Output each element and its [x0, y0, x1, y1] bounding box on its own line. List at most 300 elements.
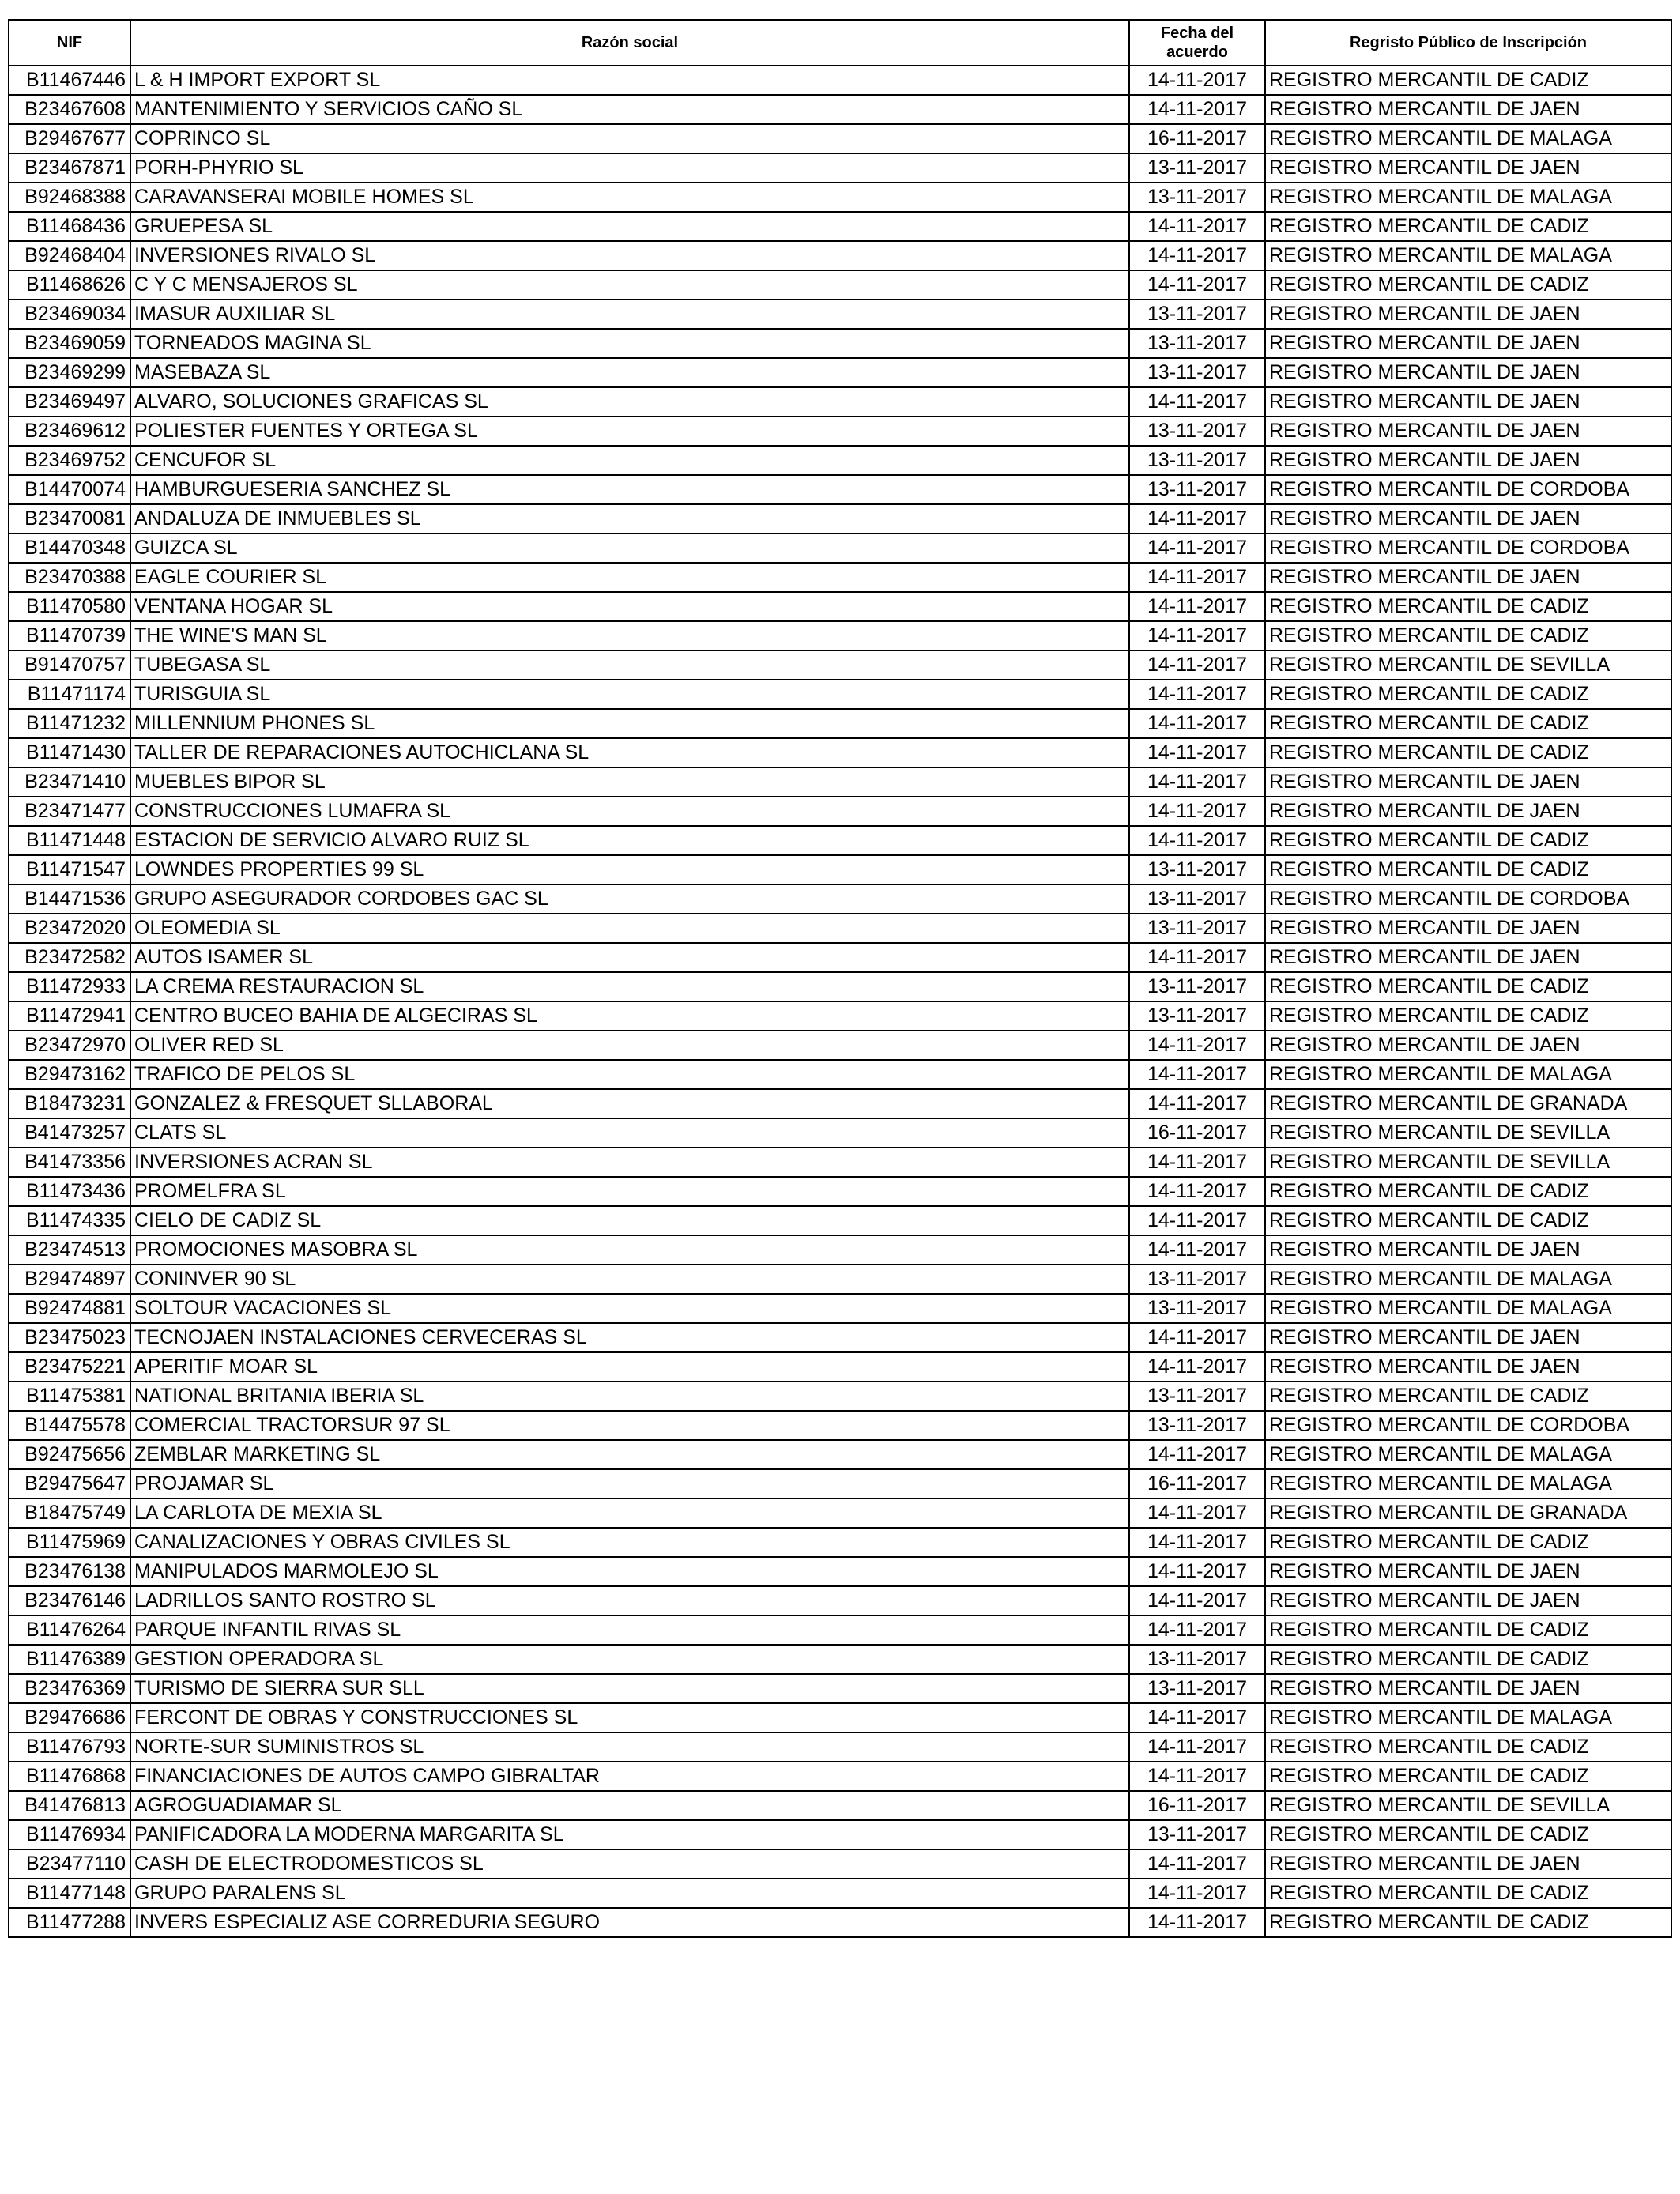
table-row	[9, 1645, 1671, 1674]
cell-fecha: 14-11-2017	[1129, 709, 1265, 738]
cell-nif: B14470348	[9, 533, 130, 563]
cell-fecha: 14-11-2017	[1129, 563, 1265, 592]
cell-razon-social: FERCONT DE OBRAS Y CONSTRUCCIONES SL	[130, 1703, 1129, 1732]
cell-nif: B23471477	[9, 797, 130, 826]
cell-fecha: 14-11-2017	[1129, 1615, 1265, 1645]
cell-razon-social: LADRILLOS SANTO ROSTRO SL	[130, 1586, 1129, 1615]
cell-nif: B11477148	[9, 1879, 130, 1908]
table-row	[9, 241, 1671, 270]
cell-registro: REGISTRO MERCANTIL DE CADIZ	[1265, 66, 1671, 95]
cell-razon-social: MASEBAZA SL	[130, 358, 1129, 387]
table-row	[9, 592, 1671, 621]
cell-razon-social: L & H IMPORT EXPORT SL	[130, 66, 1129, 95]
table-row	[9, 563, 1671, 592]
table-row	[9, 1586, 1671, 1615]
table-row	[9, 270, 1671, 300]
cell-nif: B11472933	[9, 972, 130, 1001]
cell-registro: REGISTRO MERCANTIL DE JAEN	[1265, 300, 1671, 329]
cell-nif: B23476138	[9, 1557, 130, 1586]
cell-razon-social: TALLER DE REPARACIONES AUTOCHICLANA SL	[130, 738, 1129, 767]
cell-registro: REGISTRO MERCANTIL DE CADIZ	[1265, 1615, 1671, 1645]
cell-fecha: 14-11-2017	[1129, 1206, 1265, 1235]
cell-nif: B23471410	[9, 767, 130, 797]
cell-razon-social: ESTACION DE SERVICIO ALVARO RUIZ SL	[130, 826, 1129, 855]
table-row	[9, 621, 1671, 650]
cell-registro: REGISTRO MERCANTIL DE JAEN	[1265, 1352, 1671, 1382]
cell-nif: B23469497	[9, 387, 130, 417]
cell-razon-social: GESTION OPERADORA SL	[130, 1645, 1129, 1674]
cell-fecha: 14-11-2017	[1129, 1148, 1265, 1177]
cell-registro: REGISTRO MERCANTIL DE CADIZ	[1265, 972, 1671, 1001]
cell-nif: B23472020	[9, 914, 130, 943]
cell-registro: REGISTRO MERCANTIL DE CADIZ	[1265, 1879, 1671, 1908]
cell-registro: REGISTRO MERCANTIL DE JAEN	[1265, 1031, 1671, 1060]
cell-nif: B11470739	[9, 621, 130, 650]
cell-nif: B23469612	[9, 417, 130, 446]
cell-fecha: 14-11-2017	[1129, 797, 1265, 826]
cell-fecha: 14-11-2017	[1129, 241, 1265, 270]
cell-razon-social: MUEBLES BIPOR SL	[130, 767, 1129, 797]
cell-registro: REGISTRO MERCANTIL DE JAEN	[1265, 797, 1671, 826]
cell-fecha: 13-11-2017	[1129, 153, 1265, 183]
cell-fecha: 13-11-2017	[1129, 884, 1265, 914]
table-row	[9, 153, 1671, 183]
cell-razon-social: TRAFICO DE PELOS SL	[130, 1060, 1129, 1089]
table-row	[9, 329, 1671, 358]
cell-registro: REGISTRO MERCANTIL DE MALAGA	[1265, 1060, 1671, 1089]
cell-fecha: 13-11-2017	[1129, 914, 1265, 943]
cell-razon-social: COMERCIAL TRACTORSUR 97 SL	[130, 1411, 1129, 1440]
cell-registro: REGISTRO MERCANTIL DE CADIZ	[1265, 1908, 1671, 1937]
cell-razon-social: C Y C MENSAJEROS SL	[130, 270, 1129, 300]
header-fecha-acuerdo: Fecha del acuerdo	[1129, 20, 1265, 66]
cell-razon-social: PROMELFRA SL	[130, 1177, 1129, 1206]
cell-razon-social: NORTE-SUR SUMINISTROS SL	[130, 1732, 1129, 1762]
table-row	[9, 1352, 1671, 1382]
cell-razon-social: VENTANA HOGAR SL	[130, 592, 1129, 621]
cell-nif: B29476686	[9, 1703, 130, 1732]
header-registro: Regristo Público de Inscripción	[1265, 20, 1671, 66]
header-row	[9, 20, 1671, 66]
cell-razon-social: IMASUR AUXILIAR SL	[130, 300, 1129, 329]
cell-razon-social: MANIPULADOS MARMOLEJO SL	[130, 1557, 1129, 1586]
cell-nif: B23472970	[9, 1031, 130, 1060]
cell-registro: REGISTRO MERCANTIL DE CADIZ	[1265, 1732, 1671, 1762]
cell-registro: REGISTRO MERCANTIL DE JAEN	[1265, 153, 1671, 183]
cell-nif: B11473436	[9, 1177, 130, 1206]
cell-razon-social: CASH DE ELECTRODOMESTICOS SL	[130, 1849, 1129, 1879]
cell-fecha: 14-11-2017	[1129, 767, 1265, 797]
header-razon-social: Razón social	[130, 20, 1129, 66]
cell-razon-social: PARQUE INFANTIL RIVAS SL	[130, 1615, 1129, 1645]
cell-nif: B29475647	[9, 1469, 130, 1498]
table-row	[9, 1615, 1671, 1645]
cell-fecha: 14-11-2017	[1129, 1762, 1265, 1791]
table-row	[9, 1528, 1671, 1557]
table-row	[9, 1791, 1671, 1820]
cell-registro: REGISTRO MERCANTIL DE CORDOBA	[1265, 533, 1671, 563]
cell-fecha: 14-11-2017	[1129, 1323, 1265, 1352]
table-row	[9, 1294, 1671, 1323]
cell-razon-social: CLATS SL	[130, 1118, 1129, 1148]
cell-fecha: 14-11-2017	[1129, 650, 1265, 680]
cell-razon-social: TUBEGASA SL	[130, 650, 1129, 680]
table-row	[9, 1148, 1671, 1177]
cell-razon-social: TURISGUIA SL	[130, 680, 1129, 709]
cell-razon-social: LA CREMA RESTAURACION SL	[130, 972, 1129, 1001]
table-row	[9, 767, 1671, 797]
cell-registro: REGISTRO MERCANTIL DE CADIZ	[1265, 855, 1671, 884]
cell-razon-social: ZEMBLAR MARKETING SL	[130, 1440, 1129, 1469]
cell-registro: REGISTRO MERCANTIL DE MALAGA	[1265, 1294, 1671, 1323]
cell-nif: B41473257	[9, 1118, 130, 1148]
cell-nif: B11471448	[9, 826, 130, 855]
cell-registro: REGISTRO MERCANTIL DE MALAGA	[1265, 1265, 1671, 1294]
cell-fecha: 13-11-2017	[1129, 358, 1265, 387]
cell-nif: B23476146	[9, 1586, 130, 1615]
cell-razon-social: PORH-PHYRIO SL	[130, 153, 1129, 183]
registry-table	[8, 19, 1672, 1938]
table-row	[9, 738, 1671, 767]
cell-registro: REGISTRO MERCANTIL DE CADIZ	[1265, 1762, 1671, 1791]
header-nif: NIF	[9, 20, 130, 66]
cell-fecha: 14-11-2017	[1129, 387, 1265, 417]
cell-registro: REGISTRO MERCANTIL DE JAEN	[1265, 446, 1671, 475]
cell-fecha: 14-11-2017	[1129, 680, 1265, 709]
cell-nif: B41476813	[9, 1791, 130, 1820]
cell-nif: B91470757	[9, 650, 130, 680]
cell-registro: REGISTRO MERCANTIL DE MALAGA	[1265, 1703, 1671, 1732]
cell-nif: B11474335	[9, 1206, 130, 1235]
table-row	[9, 212, 1671, 241]
table-header	[9, 20, 1671, 66]
cell-registro: REGISTRO MERCANTIL DE CADIZ	[1265, 270, 1671, 300]
cell-razon-social: AUTOS ISAMER SL	[130, 943, 1129, 972]
cell-razon-social: HAMBURGUESERIA SANCHEZ SL	[130, 475, 1129, 504]
table-row	[9, 1849, 1671, 1879]
cell-fecha: 13-11-2017	[1129, 300, 1265, 329]
cell-fecha: 14-11-2017	[1129, 1879, 1265, 1908]
cell-razon-social: PANIFICADORA LA MODERNA MARGARITA SL	[130, 1820, 1129, 1849]
cell-fecha: 14-11-2017	[1129, 1177, 1265, 1206]
cell-fecha: 14-11-2017	[1129, 1498, 1265, 1528]
cell-razon-social: TURISMO DE SIERRA SUR SLL	[130, 1674, 1129, 1703]
table-row	[9, 1031, 1671, 1060]
table-row	[9, 1323, 1671, 1352]
cell-registro: REGISTRO MERCANTIL DE SEVILLA	[1265, 1791, 1671, 1820]
cell-registro: REGISTRO MERCANTIL DE CADIZ	[1265, 1382, 1671, 1411]
cell-registro: REGISTRO MERCANTIL DE JAEN	[1265, 1849, 1671, 1879]
table-row	[9, 797, 1671, 826]
cell-nif: B23469752	[9, 446, 130, 475]
cell-razon-social: LA CARLOTA DE MEXIA SL	[130, 1498, 1129, 1528]
table-row	[9, 417, 1671, 446]
table-row	[9, 1235, 1671, 1265]
cell-nif: B11468436	[9, 212, 130, 241]
cell-fecha: 13-11-2017	[1129, 475, 1265, 504]
cell-fecha: 13-11-2017	[1129, 1001, 1265, 1031]
cell-razon-social: LOWNDES PROPERTIES 99 SL	[130, 855, 1129, 884]
cell-razon-social: MANTENIMIENTO Y SERVICIOS CAÑO SL	[130, 95, 1129, 124]
cell-registro: REGISTRO MERCANTIL DE CORDOBA	[1265, 884, 1671, 914]
table-row	[9, 709, 1671, 738]
cell-razon-social: CENTRO BUCEO BAHIA DE ALGECIRAS SL	[130, 1001, 1129, 1031]
cell-razon-social: SOLTOUR VACACIONES SL	[130, 1294, 1129, 1323]
cell-nif: B29474897	[9, 1265, 130, 1294]
cell-registro: REGISTRO MERCANTIL DE CADIZ	[1265, 1001, 1671, 1031]
cell-razon-social: CONSTRUCCIONES LUMAFRA SL	[130, 797, 1129, 826]
cell-registro: REGISTRO MERCANTIL DE CADIZ	[1265, 621, 1671, 650]
cell-fecha: 13-11-2017	[1129, 1820, 1265, 1849]
table-row	[9, 943, 1671, 972]
cell-razon-social: MILLENNIUM PHONES SL	[130, 709, 1129, 738]
cell-nif: B29467677	[9, 124, 130, 153]
cell-registro: REGISTRO MERCANTIL DE JAEN	[1265, 1557, 1671, 1586]
cell-registro: REGISTRO MERCANTIL DE JAEN	[1265, 95, 1671, 124]
table-row	[9, 1908, 1671, 1937]
cell-nif: B11475969	[9, 1528, 130, 1557]
cell-razon-social: FINANCIACIONES DE AUTOS CAMPO GIBRALTAR	[130, 1762, 1129, 1791]
cell-nif: B23469059	[9, 329, 130, 358]
cell-razon-social: CIELO DE CADIZ SL	[130, 1206, 1129, 1235]
cell-nif: B11475381	[9, 1382, 130, 1411]
cell-nif: B23475023	[9, 1323, 130, 1352]
cell-nif: B23472582	[9, 943, 130, 972]
cell-nif: B11476793	[9, 1732, 130, 1762]
cell-nif: B11477288	[9, 1908, 130, 1937]
cell-fecha: 13-11-2017	[1129, 1674, 1265, 1703]
cell-fecha: 13-11-2017	[1129, 1645, 1265, 1674]
table-row	[9, 446, 1671, 475]
cell-nif: B92475656	[9, 1440, 130, 1469]
table-row	[9, 1469, 1671, 1498]
table-row	[9, 1879, 1671, 1908]
cell-fecha: 14-11-2017	[1129, 943, 1265, 972]
table-row	[9, 914, 1671, 943]
cell-fecha: 14-11-2017	[1129, 1235, 1265, 1265]
cell-registro: REGISTRO MERCANTIL DE CADIZ	[1265, 592, 1671, 621]
cell-razon-social: NATIONAL BRITANIA IBERIA SL	[130, 1382, 1129, 1411]
cell-fecha: 14-11-2017	[1129, 270, 1265, 300]
table-row	[9, 300, 1671, 329]
cell-nif: B29473162	[9, 1060, 130, 1089]
cell-razon-social: GONZALEZ & FRESQUET SLLABORAL	[130, 1089, 1129, 1118]
cell-fecha: 13-11-2017	[1129, 446, 1265, 475]
cell-fecha: 16-11-2017	[1129, 1791, 1265, 1820]
cell-nif: B18475749	[9, 1498, 130, 1528]
table-body	[9, 66, 1671, 1937]
cell-razon-social: TORNEADOS MAGINA SL	[130, 329, 1129, 358]
cell-nif: B23477110	[9, 1849, 130, 1879]
table-row	[9, 1265, 1671, 1294]
cell-fecha: 14-11-2017	[1129, 1352, 1265, 1382]
table-row	[9, 1762, 1671, 1791]
cell-nif: B92474881	[9, 1294, 130, 1323]
cell-nif: B11471547	[9, 855, 130, 884]
table-row	[9, 650, 1671, 680]
cell-nif: B23467871	[9, 153, 130, 183]
cell-fecha: 14-11-2017	[1129, 592, 1265, 621]
cell-registro: REGISTRO MERCANTIL DE JAEN	[1265, 914, 1671, 943]
cell-nif: B41473356	[9, 1148, 130, 1177]
cell-nif: B23470081	[9, 504, 130, 533]
cell-fecha: 14-11-2017	[1129, 1586, 1265, 1615]
cell-fecha: 14-11-2017	[1129, 95, 1265, 124]
cell-registro: REGISTRO MERCANTIL DE JAEN	[1265, 387, 1671, 417]
cell-razon-social: PROMOCIONES MASOBRA SL	[130, 1235, 1129, 1265]
table-row	[9, 1177, 1671, 1206]
cell-fecha: 13-11-2017	[1129, 183, 1265, 212]
table-row	[9, 1674, 1671, 1703]
cell-registro: REGISTRO MERCANTIL DE MALAGA	[1265, 1440, 1671, 1469]
cell-fecha: 13-11-2017	[1129, 417, 1265, 446]
cell-registro: REGISTRO MERCANTIL DE JAEN	[1265, 329, 1671, 358]
cell-nif: B23476369	[9, 1674, 130, 1703]
cell-nif: B23469034	[9, 300, 130, 329]
cell-nif: B11476264	[9, 1615, 130, 1645]
cell-razon-social: INVERSIONES RIVALO SL	[130, 241, 1129, 270]
cell-fecha: 13-11-2017	[1129, 329, 1265, 358]
cell-fecha: 14-11-2017	[1129, 1849, 1265, 1879]
cell-nif: B92468404	[9, 241, 130, 270]
table-row	[9, 1118, 1671, 1148]
cell-razon-social: INVERS ESPECIALIZ ASE CORREDURIA SEGURO	[130, 1908, 1129, 1937]
table-row	[9, 826, 1671, 855]
cell-registro: REGISTRO MERCANTIL DE JAEN	[1265, 1323, 1671, 1352]
cell-razon-social: AGROGUADIAMAR SL	[130, 1791, 1129, 1820]
table-row	[9, 1703, 1671, 1732]
table-row	[9, 1206, 1671, 1235]
cell-razon-social: GRUEPESA SL	[130, 212, 1129, 241]
cell-razon-social: ALVARO, SOLUCIONES GRAFICAS SL	[130, 387, 1129, 417]
cell-registro: REGISTRO MERCANTIL DE CADIZ	[1265, 709, 1671, 738]
cell-fecha: 14-11-2017	[1129, 826, 1265, 855]
cell-fecha: 13-11-2017	[1129, 1411, 1265, 1440]
cell-razon-social: TECNOJAEN INSTALACIONES CERVECERAS SL	[130, 1323, 1129, 1352]
cell-nif: B23469299	[9, 358, 130, 387]
cell-nif: B11471430	[9, 738, 130, 767]
cell-registro: REGISTRO MERCANTIL DE MALAGA	[1265, 241, 1671, 270]
cell-registro: REGISTRO MERCANTIL DE CADIZ	[1265, 1528, 1671, 1557]
cell-registro: REGISTRO MERCANTIL DE CORDOBA	[1265, 475, 1671, 504]
cell-razon-social: CENCUFOR SL	[130, 446, 1129, 475]
cell-registro: REGISTRO MERCANTIL DE JAEN	[1265, 943, 1671, 972]
table-row	[9, 972, 1671, 1001]
table-row	[9, 884, 1671, 914]
cell-registro: REGISTRO MERCANTIL DE CADIZ	[1265, 738, 1671, 767]
table-row	[9, 1732, 1671, 1762]
cell-registro: REGISTRO MERCANTIL DE JAEN	[1265, 417, 1671, 446]
cell-fecha: 14-11-2017	[1129, 1089, 1265, 1118]
cell-registro: REGISTRO MERCANTIL DE CORDOBA	[1265, 1411, 1671, 1440]
cell-nif: B23475221	[9, 1352, 130, 1382]
cell-razon-social: CARAVANSERAI MOBILE HOMES SL	[130, 183, 1129, 212]
cell-razon-social: GRUPO PARALENS SL	[130, 1879, 1129, 1908]
cell-fecha: 16-11-2017	[1129, 1469, 1265, 1498]
cell-registro: REGISTRO MERCANTIL DE GRANADA	[1265, 1089, 1671, 1118]
table-row	[9, 358, 1671, 387]
table-row	[9, 680, 1671, 709]
cell-fecha: 14-11-2017	[1129, 1440, 1265, 1469]
cell-nif: B14471536	[9, 884, 130, 914]
cell-registro: REGISTRO MERCANTIL DE CADIZ	[1265, 680, 1671, 709]
table-row	[9, 1498, 1671, 1528]
cell-nif: B11467446	[9, 66, 130, 95]
table-row	[9, 124, 1671, 153]
cell-fecha: 13-11-2017	[1129, 972, 1265, 1001]
cell-fecha: 14-11-2017	[1129, 1528, 1265, 1557]
table-row	[9, 533, 1671, 563]
cell-nif: B11468626	[9, 270, 130, 300]
cell-fecha: 14-11-2017	[1129, 1703, 1265, 1732]
cell-fecha: 14-11-2017	[1129, 212, 1265, 241]
cell-razon-social: CANALIZACIONES Y OBRAS CIVILES SL	[130, 1528, 1129, 1557]
cell-fecha: 13-11-2017	[1129, 1382, 1265, 1411]
cell-fecha: 14-11-2017	[1129, 504, 1265, 533]
cell-registro: REGISTRO MERCANTIL DE JAEN	[1265, 767, 1671, 797]
cell-razon-social: GRUPO ASEGURADOR CORDOBES GAC SL	[130, 884, 1129, 914]
cell-registro: REGISTRO MERCANTIL DE JAEN	[1265, 1674, 1671, 1703]
table-row	[9, 1001, 1671, 1031]
cell-registro: REGISTRO MERCANTIL DE JAEN	[1265, 358, 1671, 387]
table-row	[9, 1089, 1671, 1118]
cell-fecha: 14-11-2017	[1129, 1908, 1265, 1937]
cell-registro: REGISTRO MERCANTIL DE CADIZ	[1265, 826, 1671, 855]
cell-nif: B23470388	[9, 563, 130, 592]
cell-registro: REGISTRO MERCANTIL DE SEVILLA	[1265, 1118, 1671, 1148]
cell-fecha: 14-11-2017	[1129, 621, 1265, 650]
cell-fecha: 14-11-2017	[1129, 66, 1265, 95]
table-row	[9, 1382, 1671, 1411]
cell-fecha: 13-11-2017	[1129, 1265, 1265, 1294]
cell-registro: REGISTRO MERCANTIL DE JAEN	[1265, 563, 1671, 592]
cell-razon-social: INVERSIONES ACRAN SL	[130, 1148, 1129, 1177]
cell-razon-social: POLIESTER FUENTES Y ORTEGA SL	[130, 417, 1129, 446]
cell-nif: B11476934	[9, 1820, 130, 1849]
cell-nif: B11476868	[9, 1762, 130, 1791]
cell-razon-social: GUIZCA SL	[130, 533, 1129, 563]
table-row	[9, 1820, 1671, 1849]
table-row	[9, 855, 1671, 884]
cell-razon-social: THE WINE'S MAN SL	[130, 621, 1129, 650]
cell-registro: REGISTRO MERCANTIL DE CADIZ	[1265, 212, 1671, 241]
table-row	[9, 95, 1671, 124]
cell-razon-social: PROJAMAR SL	[130, 1469, 1129, 1498]
table-row	[9, 183, 1671, 212]
cell-razon-social: COPRINCO SL	[130, 124, 1129, 153]
cell-registro: REGISTRO MERCANTIL DE CADIZ	[1265, 1645, 1671, 1674]
cell-fecha: 16-11-2017	[1129, 1118, 1265, 1148]
cell-razon-social: EAGLE COURIER SL	[130, 563, 1129, 592]
cell-razon-social: CONINVER 90 SL	[130, 1265, 1129, 1294]
cell-nif: B92468388	[9, 183, 130, 212]
cell-nif: B18473231	[9, 1089, 130, 1118]
cell-fecha: 14-11-2017	[1129, 738, 1265, 767]
cell-fecha: 14-11-2017	[1129, 1732, 1265, 1762]
cell-razon-social: APERITIF MOAR SL	[130, 1352, 1129, 1382]
cell-nif: B14470074	[9, 475, 130, 504]
table-row	[9, 1557, 1671, 1586]
cell-nif: B23467608	[9, 95, 130, 124]
table-row	[9, 1060, 1671, 1089]
cell-registro: REGISTRO MERCANTIL DE SEVILLA	[1265, 1148, 1671, 1177]
table-row	[9, 387, 1671, 417]
table-row	[9, 1411, 1671, 1440]
cell-fecha: 14-11-2017	[1129, 1031, 1265, 1060]
cell-nif: B14475578	[9, 1411, 130, 1440]
cell-registro: REGISTRO MERCANTIL DE MALAGA	[1265, 183, 1671, 212]
cell-fecha: 13-11-2017	[1129, 1294, 1265, 1323]
